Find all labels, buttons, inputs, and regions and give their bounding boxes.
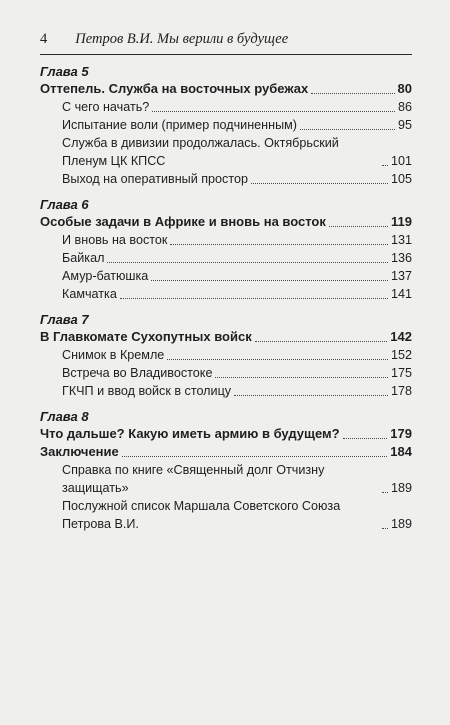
toc-entry-sub[interactable] <box>40 497 412 533</box>
toc-entry-page: 86 <box>397 100 412 114</box>
dot-leader <box>234 395 388 396</box>
toc-entry-page: 178 <box>390 384 412 398</box>
toc-entry-page: 136 <box>390 251 412 265</box>
toc-entry-title: С чего начать? <box>62 100 150 114</box>
toc-entry-page: 189 <box>390 517 412 531</box>
dot-leader <box>382 165 388 166</box>
toc-entry-main[interactable] <box>40 443 412 461</box>
running-title: Петров В.И. Мы верили в будущее <box>75 31 289 47</box>
chapter-label: Глава 5 <box>40 64 89 79</box>
toc-entry-title: Амур-батюшка <box>62 269 149 283</box>
toc-entry-title: Оттепель. Служба на восточных рубежах <box>40 81 309 96</box>
chapter-label: Глава 8 <box>40 409 89 424</box>
toc-entry-title: Снимок в Кремле <box>62 348 165 362</box>
chapter-label: Глава 7 <box>40 312 89 327</box>
dot-leader <box>382 492 388 493</box>
dot-leader <box>300 129 395 130</box>
dot-leader <box>343 438 388 439</box>
toc-entry-title: Выход на оперативный простор <box>62 172 248 186</box>
toc-entry-sub[interactable] <box>40 134 412 170</box>
dot-leader <box>107 262 388 263</box>
toc-entry-sub[interactable] <box>40 346 412 364</box>
dot-leader <box>120 298 388 299</box>
dot-leader <box>255 341 388 342</box>
toc-entry-page: 152 <box>390 348 412 362</box>
toc-entry-sub[interactable] <box>40 170 412 188</box>
toc-entry-main[interactable] <box>40 425 412 443</box>
dot-leader <box>152 111 395 112</box>
toc-entry-page: 175 <box>390 366 412 380</box>
toc-section <box>40 63 412 188</box>
toc-entry-title: Байкал <box>62 251 105 265</box>
toc-entry-sub[interactable] <box>40 116 412 134</box>
toc-entry-sub[interactable] <box>40 461 412 497</box>
toc-entry-sub[interactable] <box>40 382 412 400</box>
dot-leader <box>215 377 388 378</box>
dot-leader <box>382 528 388 529</box>
dot-leader <box>311 93 394 94</box>
toc-entry-page: 189 <box>390 481 412 495</box>
toc-entry-page: 95 <box>397 118 412 132</box>
chapter-label: Глава 6 <box>40 197 89 212</box>
dot-leader <box>151 280 388 281</box>
toc-entry-title: Заключение <box>40 444 119 459</box>
toc-entry-title: В Главкомате Сухопутных войск <box>40 329 252 344</box>
header-rule <box>40 54 412 55</box>
dot-leader <box>329 226 388 227</box>
toc-section <box>40 196 412 303</box>
toc-entry-page: 105 <box>390 172 412 186</box>
page-header <box>40 31 412 48</box>
toc-entry-sub[interactable] <box>40 267 412 285</box>
toc-entry-title: Послужной список Маршала Советского Союза Петрова В.И. <box>62 499 341 531</box>
toc-entry-title: Встреча во Владивостоке <box>62 366 213 380</box>
table-of-contents <box>40 63 412 541</box>
toc-entry-title: Что дальше? Какую иметь армию в будущем? <box>40 426 340 441</box>
toc-entry-page: 141 <box>390 287 412 301</box>
toc-entry-page: 119 <box>391 214 412 229</box>
toc-entry-main[interactable] <box>40 80 412 98</box>
toc-entry-page: 142 <box>390 329 412 344</box>
toc-entry-main[interactable] <box>40 213 412 231</box>
dot-leader <box>167 359 388 360</box>
toc-entry-title: Особые задачи в Африке и вновь на восток <box>40 214 326 229</box>
toc-entry-page: 101 <box>390 154 412 168</box>
dot-leader <box>170 244 388 245</box>
toc-entry-title: И вновь на восток <box>62 233 168 247</box>
toc-entry-title: ГКЧП и ввод войск в столицу <box>62 384 232 398</box>
toc-section <box>40 408 412 533</box>
toc-entry-main[interactable] <box>40 328 412 346</box>
toc-entry-page: 184 <box>390 444 412 459</box>
toc-section <box>40 311 412 400</box>
dot-leader <box>122 456 388 457</box>
dot-leader <box>251 183 388 184</box>
toc-entry-title: Справка по книге «Священный долг Отчизну защищать» <box>62 463 325 495</box>
toc-entry-page: 137 <box>390 269 412 283</box>
toc-entry-sub[interactable] <box>40 364 412 382</box>
toc-entry-title: Камчатка <box>62 287 117 301</box>
page-number: 4 <box>40 31 48 47</box>
toc-entry-sub[interactable] <box>40 98 412 116</box>
toc-entry-page: 80 <box>397 81 412 96</box>
toc-entry-title: Испытание воли (пример подчиненным) <box>62 118 297 132</box>
toc-entry-page: 131 <box>390 233 412 247</box>
toc-entry-sub[interactable] <box>40 285 412 303</box>
toc-entry-title: Служба в дивизии продолжалась. Октябрьский Пленум ЦК КПСС <box>62 136 339 168</box>
toc-entry-page: 179 <box>390 426 412 441</box>
toc-entry-sub[interactable] <box>40 231 412 249</box>
toc-entry-sub[interactable] <box>40 249 412 267</box>
